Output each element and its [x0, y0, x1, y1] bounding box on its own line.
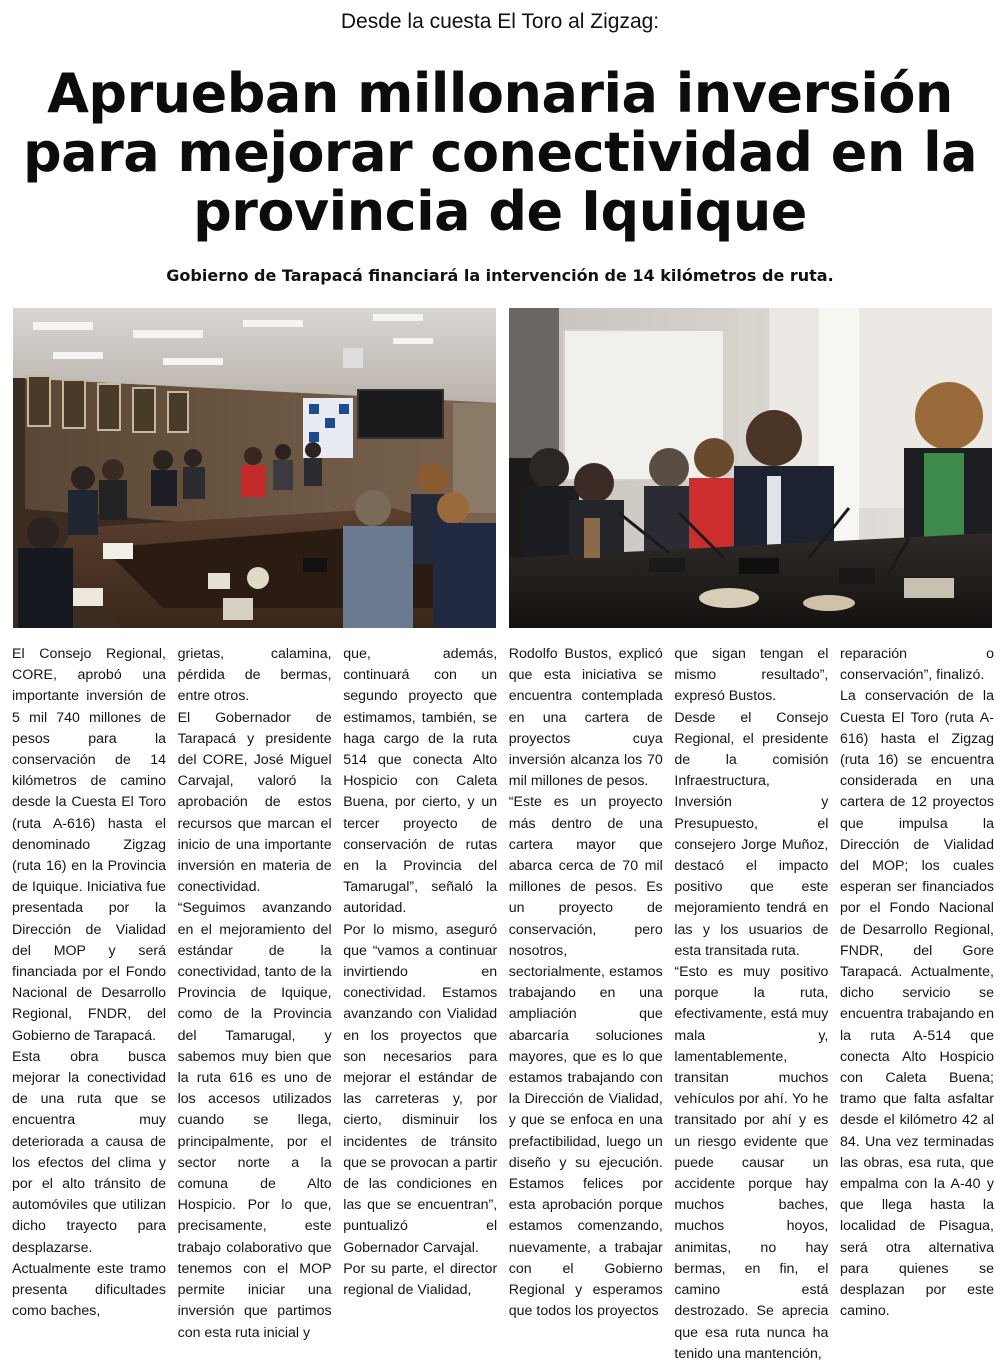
paragraph: El Gobernador de Tarapacá y presidente del CORE, José Miguel Carvajal, valoró la aprobación de estos recursos que marcan el inicio de una importante inversión en materia de conectividad.: [177, 709, 332, 896]
article-kicker: Desde la cuesta El Toro al Zigzag:: [340, 10, 660, 33]
article-column-3: [343, 644, 498, 1299]
council-members-illustration: [509, 308, 992, 628]
paragraph: “Seguimos avanzando en el mejoramiento del estándar de la conectividad, tanto de la Provincia de Iquique, como de la Provincia del Tamarugal, y sabemos muy bien que la ruta 616 es uno de los accesos utilizados cuando se llega, principalmente, por el sector norte a la comuna de Alto Hospicio. Por lo que, precisamente, este trabajo colaborativo que tenemos con el MOP permite iniciar una inversión que partimos con esta ruta inicial y: [177, 900, 332, 1341]
paragraph: “Esto es muy positivo porque la ruta, efectivamente, está muy mala y, lamentablemente, transitan muchos vehículos por ahí. Yo he transitado por ahí y es un riesgo evidente que puede causar un accidente porque hay muchos baches, muchos hoyos, animitas, no hay bermas, en fin, el camino está destrozado. Se aprecia que esa ruta nunca ha tenido una mantención,: [674, 964, 829, 1362]
meeting-room-photo: [13, 308, 496, 628]
paragraph: La conservación de la Cuesta El Toro (ruta A-616) hasta el Zigzag (ruta 16) se encuentra considerada en una cartera de 12 proyectos que impulsa la Dirección de Vialidad del MOP; los cuales esperan ser financiados por el Fondo Nacional de Desarrollo Regional, FNDR, del Gore Tarapacá. Actualmente, dicho servicio se encuentra trabajando en la ruta A-514 que conecta Alto Hospicio con Caleta Buena; tramo que falta asfaltar desde el kilómetro 42 al 84. Una vez terminadas las obras, esa ruta, que empalma con la A-40 y que llega hasta la localidad de Pisagua, será otra alternativa para quienes se desplazan por este camino.: [839, 688, 994, 1320]
article-column-4: [508, 644, 663, 1320]
headline-line-3: provincia de Iquique: [193, 180, 807, 243]
article-column-1: [12, 644, 166, 1320]
article-headline: [10, 64, 990, 241]
paragraph: que, además, continuará con un segundo proyecto que estimamos, también, se haga cargo de la ruta 514 que conecta Alto Hospicio con Caleta Buena, por cierto, y un tercer proyecto de conservación de rutas en la Provincia del Tamarugal”, señaló la autoridad.: [343, 646, 498, 917]
paragraph: “Este es un proyecto más dentro de una cartera mayor que abarca cerca de 70 mil millones de pesos. Es un proyecto de conservación, pero nosotros, sectorialmente, estamos trabajando en una ampliación que abarcaría soluciones mayores, que es lo que estamos trabajando con la Dirección de Vialidad, y que se enfoca en una prefactibilidad, luego un diseño y su ejecución. Estamos felices por esta aprobación porque estamos comenzando, nuevamente, a trabajar con el Gobierno Regional y esperamos que todos los proyectos: [508, 794, 663, 1320]
paragraph: Esta obra busca mejorar la conectividad de una ruta que se encuentra muy deteriorada a causa de los efectos del clima y por el alto tránsito de automóviles que utilizan dicho trayecto para desplazarse. Actualmente este tramo presenta dificultades como baches,: [12, 1048, 166, 1320]
paragraph: Por lo mismo, aseguró que “vamos a continuar invirtiendo en conectividad. Estamos avanzando con Vialidad en los proyectos que son necesarios para mejorar el estándar de las carreteras y, por cierto, disminuir los incidentes de tránsito que se provocan a partir de las condiciones en las que se encuentran”, puntualizó el Gobernador Carvajal.: [343, 921, 498, 1256]
paragraph: El Consejo Regional, CORE, aprobó una importante inversión de 5 mil 740 millones de pesos para la conservación de 14 kilómetros de camino desde la Cuesta El Toro (ruta A-616) hasta el denominado Zigzag (ruta 16) en la Provincia de Iquique. Iniciativa fue presentada por la Dirección de Vialidad del MOP y será financiada por el Fondo Nacional de Desarrollo Regional, FNDR, del Gobierno de Tarapacá.: [12, 646, 166, 1044]
paragraph: que sigan tengan el mismo resultado”, expresó Bustos.: [674, 646, 829, 705]
paragraph: Rodolfo Bustos, explicó que esta iniciativa se encuentra contemplada en una cartera de proyectos cuya inversión alcanza los 70 mil millones de pesos.: [508, 646, 663, 790]
article-subheadline: Gobierno de Tarapacá financiará la intervención de 14 kilómetros de ruta.: [166, 266, 834, 285]
meeting-room-illustration: [13, 308, 496, 628]
council-members-photo: [509, 308, 992, 628]
article-column-5: [674, 644, 829, 1362]
paragraph: Por su parte, el director regional de Vialidad,: [343, 1260, 498, 1299]
headline-line-1: Aprueban millonaria inversión: [47, 62, 953, 125]
paragraph: Desde el Consejo Regional, el presidente de la comisión Infraestructura, Inversión y Presupuesto, el consejero Jorge Muñoz, destacó el impacto positivo que este mejoramiento tendrá en las y los usuarios de esta transitada ruta.: [674, 709, 829, 959]
paragraph: grietas, calamina, pérdida de bermas, entre otros.: [177, 646, 332, 705]
article-column-2: [177, 644, 332, 1341]
article-column-6: [839, 644, 994, 1320]
article-body: [12, 644, 994, 1362]
headline-line-2: para mejorar conectividad en la: [22, 121, 978, 184]
paragraph: reparación o conservación”, finalizó.: [839, 646, 994, 684]
